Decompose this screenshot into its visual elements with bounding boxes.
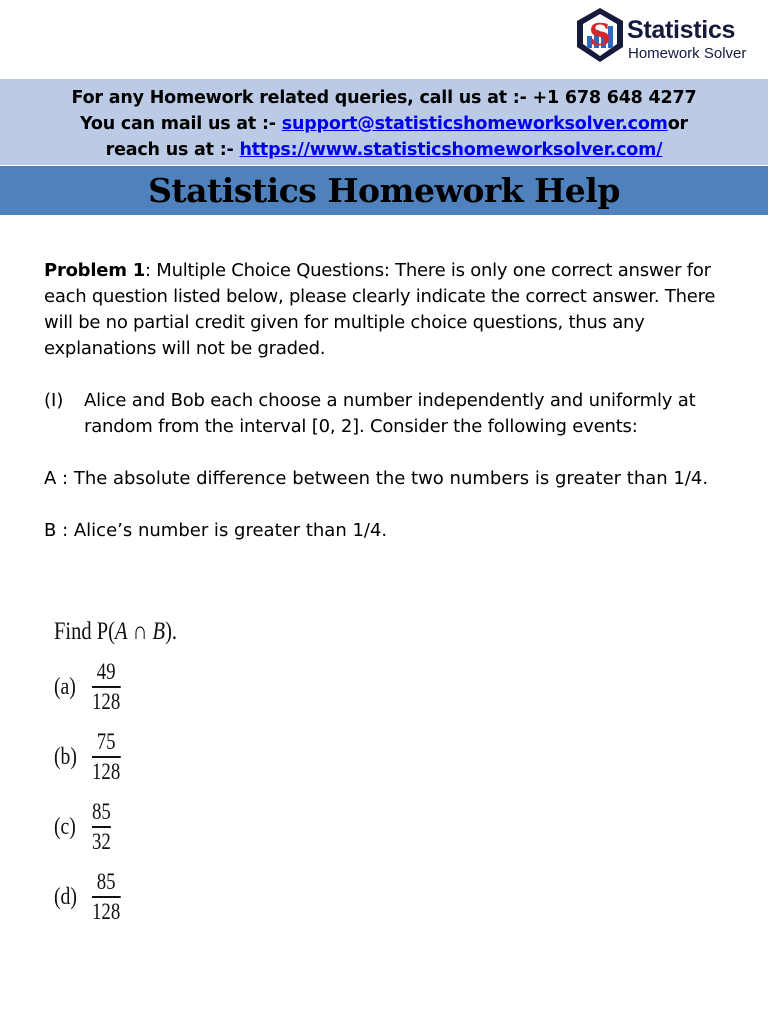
contact-url-line [0,137,768,163]
denominator: 128 [92,898,121,924]
contact-banner [0,79,768,165]
problem-label: Problem 1 [44,260,145,281]
denominator: 128 [92,688,121,714]
denominator: 32 [92,828,111,854]
option-fraction [92,798,111,856]
numerator: 85 [92,799,111,825]
problem-intro [44,258,734,362]
contact-email-link[interactable]: support@statisticshomeworksolver.com [281,114,668,134]
denominator: 128 [92,758,121,784]
problem-intro-text: : Multiple Choice Questions: There is only one correct answer for each question listed below, please clearly indicate the correct answer. There will be no partial credit given for multiple choice questions, thus any explanations will not be graded. [44,260,716,359]
numerator: 75 [96,729,116,755]
option-label: (c) [54,813,76,840]
item-number: (I) [44,390,64,411]
option-a [54,652,354,722]
contact-url-link[interactable]: https://www.statisticshomeworksolver.com/ [239,140,663,160]
option-fraction [92,658,120,716]
event-a: A : The absolute difference between the two numbers is greater than 1/4. [44,468,709,489]
option-c [54,792,354,862]
option-d [54,862,354,932]
option-label: (b) [54,743,77,770]
page-title: Statistics Homework Help [148,171,620,210]
brand-title: Statistics [627,16,736,44]
problem-content [44,258,734,544]
brand-logo [574,6,768,66]
shield-logo-icon [574,6,626,64]
question-block [54,612,354,932]
option-label: (d) [54,883,77,910]
numerator: 85 [96,869,116,895]
option-fraction [92,868,120,926]
contact-email-line [0,111,768,137]
title-bar [0,166,768,215]
option-fraction [92,728,120,786]
problem-item [44,388,734,440]
contact-email-prefix: You can mail us at :- [80,114,282,134]
svg-text:S: S [589,18,611,53]
event-b: B : Alice’s number is greater than 1/4. [44,520,388,541]
numerator: 49 [96,659,116,685]
item-text: Alice and Bob each choose a number independently and uniformly at random from the interval [0, 2]. Consider the following events: [84,390,696,437]
contact-email-suffix: or [667,114,688,134]
brand-subtitle: Homework Solver [628,45,747,62]
contact-url-prefix: reach us at :- [105,140,240,160]
question-stem: Find P(A ∩ B). [54,618,178,645]
contact-phone-line: For any Homework related queries, call us at :- +1 678 648 4277 [71,88,697,108]
option-b [54,722,354,792]
option-label: (a) [54,673,76,700]
